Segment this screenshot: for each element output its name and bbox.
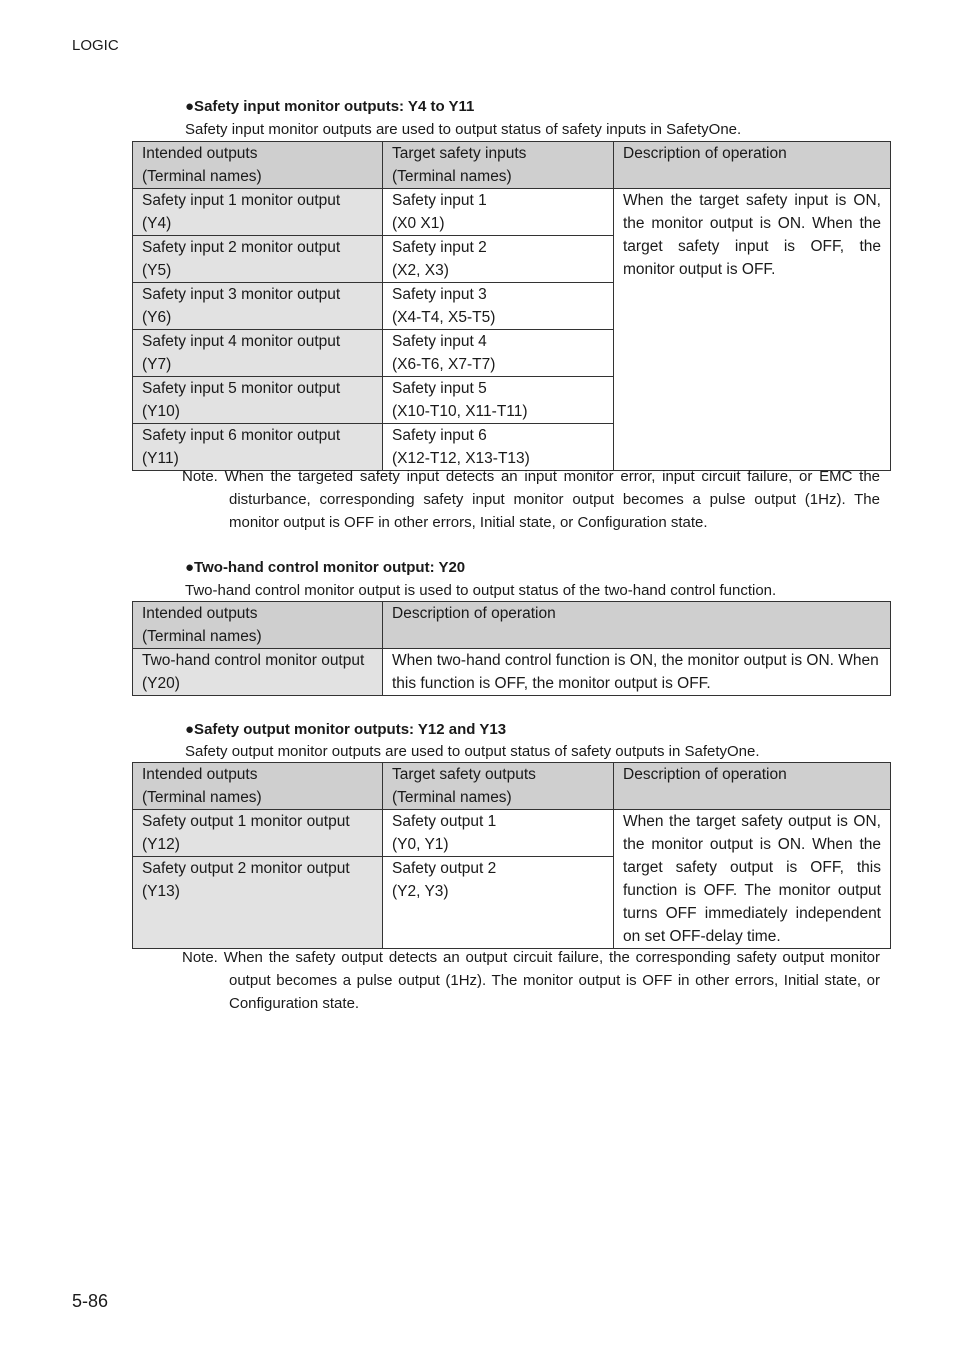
output-cell: Safety output 1 monitor output (Y12) [133,810,383,857]
table-header-row [133,602,891,649]
description-cell: When the target safety input is ON, the monitor output is ON. When the target safety input is OFF, the monitor output is OFF. [614,189,891,471]
column-header: Intended outputs (Terminal names) [133,763,383,810]
section-intro-safety-output: Safety output monitor outputs are used to output status of safety outputs in SafetyOne. [185,743,760,760]
target-cell: Safety input 4 (X6-T6, X7-T7) [383,330,614,377]
running-header: LOGIC [72,37,119,54]
safety-input-monitor-table [132,141,891,471]
output-cell: Two-hand control monitor output (Y20) [133,649,383,696]
output-cell: Safety input 5 monitor output (Y10) [133,377,383,424]
target-cell: Safety input 1 (X0 X1) [383,189,614,236]
table-header-row [133,763,891,810]
safety-output-monitor-table [132,762,891,949]
target-cell: Safety input 6 (X12-T12, X13-T13) [383,424,614,471]
section-heading-two-hand: ●Two-hand control monitor output: Y20 [185,559,466,576]
target-cell: Safety input 5 (X10-T10, X11-T11) [383,377,614,424]
output-cell: Safety input 4 monitor output (Y7) [133,330,383,377]
output-cell: Safety output 2 monitor output (Y13) [133,857,383,949]
column-header: Intended outputs (Terminal names) [133,142,383,189]
section-intro-two-hand: Two-hand control monitor output is used to output status of the two-hand control function. [185,582,777,599]
column-header: Description of operation [614,763,891,810]
column-header: Target safety inputs (Terminal names) [383,142,614,189]
section-intro-safety-input: Safety input monitor outputs are used to output status of safety inputs in SafetyOne. [185,121,742,138]
table-header-row [133,142,891,189]
page-number: 5-86 [72,1291,109,1311]
target-cell: Safety output 2 (Y2, Y3) [383,857,614,949]
output-cell: Safety input 1 monitor output (Y4) [133,189,383,236]
two-hand-monitor-table [132,601,891,696]
column-header: Target safety outputs (Terminal names) [383,763,614,810]
output-cell: Safety input 3 monitor output (Y6) [133,283,383,330]
column-header: Description of operation [614,142,891,189]
section-heading-safety-output: ●Safety output monitor outputs: Y12 and Y13 [185,721,507,738]
table-row [133,810,891,857]
description-cell: When two-hand control function is ON, the monitor output is ON. When this function is OFF, the monitor output is OFF. [383,649,891,696]
target-cell: Safety output 1 (Y0, Y1) [383,810,614,857]
table-row [133,189,891,236]
section-heading-safety-input: ●Safety input monitor outputs: Y4 to Y11 [185,98,475,115]
table-row [133,649,891,696]
output-cell: Safety input 2 monitor output (Y5) [133,236,383,283]
note-safety-input: Note. When the targeted safety input detects an input monitor error, input circuit failure, or EMC the disturbance, corresponding safety input monitor output becomes a pulse output (1Hz). The monitor output is OFF in other errors, Initial state, or Configuration state. [182,468,880,531]
description-cell: When the target safety output is ON, the monitor output is ON. When the target safety output is OFF, this function is OFF. The monitor output turns OFF immediately independent on set OFF-delay time. [614,810,891,949]
target-cell: Safety input 2 (X2, X3) [383,236,614,283]
column-header: Description of operation [383,602,891,649]
output-cell: Safety input 6 monitor output (Y11) [133,424,383,471]
note-safety-output: Note. When the safety output detects an output circuit failure, the corresponding safety output monitor output becomes a pulse output (1Hz). The monitor output is OFF in other errors, Initial state, or Configuration state. [182,949,880,1012]
column-header: Intended outputs (Terminal names) [133,602,383,649]
target-cell: Safety input 3 (X4-T4, X5-T5) [383,283,614,330]
